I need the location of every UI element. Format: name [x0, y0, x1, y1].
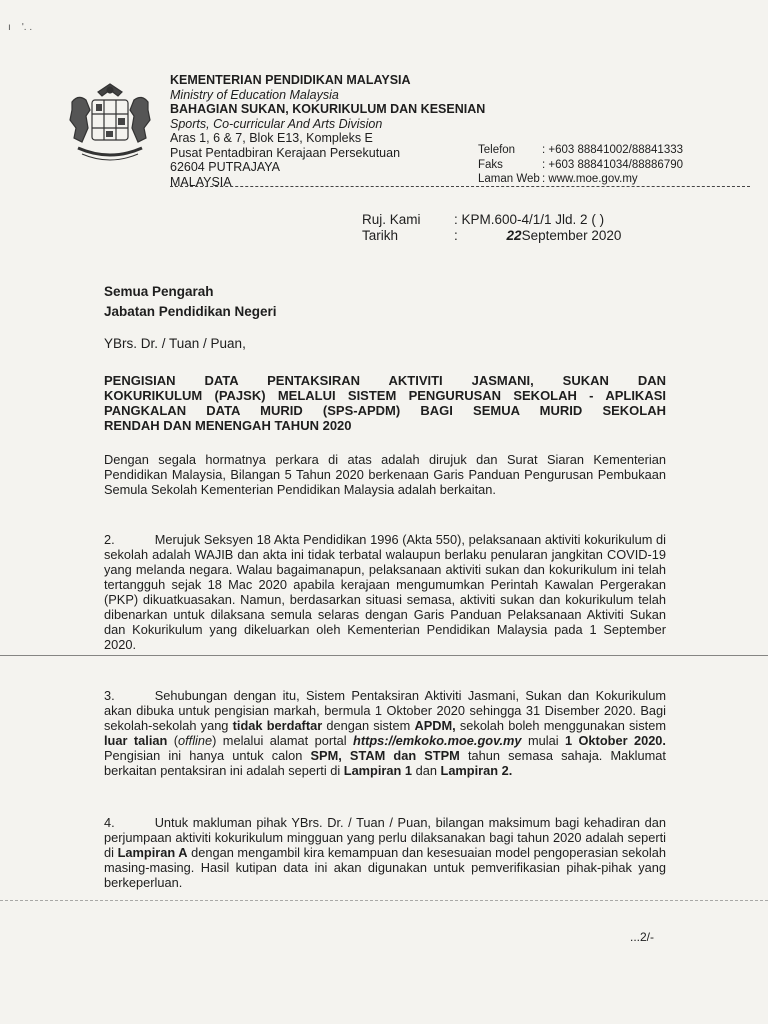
- ministry-name-english: Ministry of Education Malaysia: [170, 87, 339, 102]
- letterhead-divider: [170, 186, 750, 187]
- ruj-value: : KPM.600-4/1/1 Jld. 2 ( ): [454, 212, 605, 227]
- paragraph-4: 4. Untuk makluman pihak YBrs. Dr. / Tuan / Puan, bilangan maksimum bagi kehadiran dan perjumpaan aktiviti kokurikulum mingguan yang perlu dilaksanakan bagi tahun 2020 adalah seperti di Lampiran A dengan mengambil kira kemampuan dan kesesuaian model pengoperasian sekolah masing-masing. Hasil kutipan data ini akan digunakan untuk pemverifikasian pihak-pihak yang berkeperluan.: [104, 815, 666, 890]
- contact-fax: Faks : +603 88841034/88886790: [478, 158, 684, 171]
- portal-link: https://emkoko.moe.gov.my: [353, 733, 522, 748]
- division-name-english: Sports, Co-curricular And Arts Division: [170, 116, 383, 131]
- salutation: YBrs. Dr. / Tuan / Puan,: [104, 336, 246, 351]
- address-line: Aras 1, 6 & 7, Blok E13, Kompleks E: [170, 131, 373, 145]
- addressee: Semua Pengarah Jabatan Pendidikan Negeri: [104, 284, 277, 319]
- address-line: Pusat Pentadbiran Kerajaan Persekutuan: [170, 145, 401, 160]
- reference-block: Ruj. Kami : KPM.600-4/1/1 Jld. 2 ( ) Tarikh : 22September 2020: [362, 212, 622, 243]
- paragraph-2: 2. Merujuk Seksyen 18 Akta Pendidikan 1996 (Akta 550), pelaksanaan aktiviti kokurikulum di sekolah adalah WAJIB dan akta ini tidak terbatal walaupun berlaku penularan jangkitan COVID-19 yang melanda negara. Walau bagaimanapun, pelaksanaan aktiviti sukan dan kokurikulum ini telah tertangguh sejak 18 Mac 2020 apabila kerajaan mengumumkan Perintah Kawalan Pergerakan (PKP) dikuatkuasakan. Namun, berdasarkan situasi semasa, aktiviti sukan dan kokurikulum telah dibenarkan untuk dilaksana semula selaras dengan Garis Panduan Pelaksanaan Aktiviti Sukan dan Kokurikulum yang dikeluarkan oleh Kementerian Pendidikan Malaysia pada 1 September 2020.: [104, 532, 666, 652]
- page-continuation: ...2/-: [630, 930, 655, 944]
- address-line: 62604 PUTRAJAYA: [170, 160, 281, 174]
- scan-fold-line: [0, 655, 768, 656]
- scan-edge-line: [0, 900, 768, 901]
- division-name: BAHAGIAN SUKAN, KOKURIKULUM DAN KESENIAN: [170, 102, 486, 116]
- paragraph-3: 3. Sehubungan dengan itu, Sistem Pentaksiran Aktiviti Jasmani, Sukan dan Kokurikulum akan dibuka untuk pengisian markah, bermula 1 Oktober 2020 sehingga 31 Disember 2020. Bagi sekolah-sekolah yang tidak berdaftar dengan sistem APDM, sekolah boleh menggunakan sistem luar talian (offline) melalui alamat portal https://emkoko.moe.gov.my mulai 1 Oktober 2020. Pengisian ini hanya untuk calon SPM, STAM dan STPM tahun semasa sahaja. Maklumat berkaitan pentaksiran ini adalah seperti di Lampiran 1 dan Lampiran 2.: [104, 688, 667, 778]
- address-line: MALAYSIA: [170, 174, 232, 189]
- tarikh-label: Tarikh: [362, 228, 399, 243]
- contact-website: Laman Web : www.moe.gov.my: [478, 173, 638, 185]
- contact-block: [478, 143, 683, 187]
- paragraph-1: Dengan segala hormatnya perkara di atas adalah dirujuk dan Surat Siaran Kementerian Pendidikan Malaysia, Bilangan 5 Tahun 2020 berkenaan Garis Panduan Pengurusan Pembukaan Semula Sekolah Kementerian Pendidikan Malaysia adalah berkaitan.: [104, 452, 666, 497]
- ministry-name: KEMENTERIAN PENDIDIKAN MALAYSIA: [170, 73, 411, 87]
- date-month-year: September 2020: [521, 228, 622, 243]
- ruj-label: Ruj. Kami: [362, 212, 421, 227]
- contact-phone: Telefon : +603 88841002/88841333: [478, 144, 684, 156]
- scan-margin-mark: ı '. .: [8, 22, 33, 33]
- date-day: 22: [506, 228, 522, 243]
- malaysia-coat-of-arms-icon: [58, 82, 162, 168]
- letter-subject: PENGISIAN DATA PENTAKSIRAN AKTIVITI JASMANI, SUKAN DAN KOKURIKULUM (PAJSK) MELALUI SISTEM PENGURUSAN SEKOLAH - APLIKASI PANGKALAN DATA MURID (SPS-APDM) BAGI SEMUA MURID SEKOLAH RENDAH DAN MENENGAH TAHUN 2020: [104, 373, 666, 433]
